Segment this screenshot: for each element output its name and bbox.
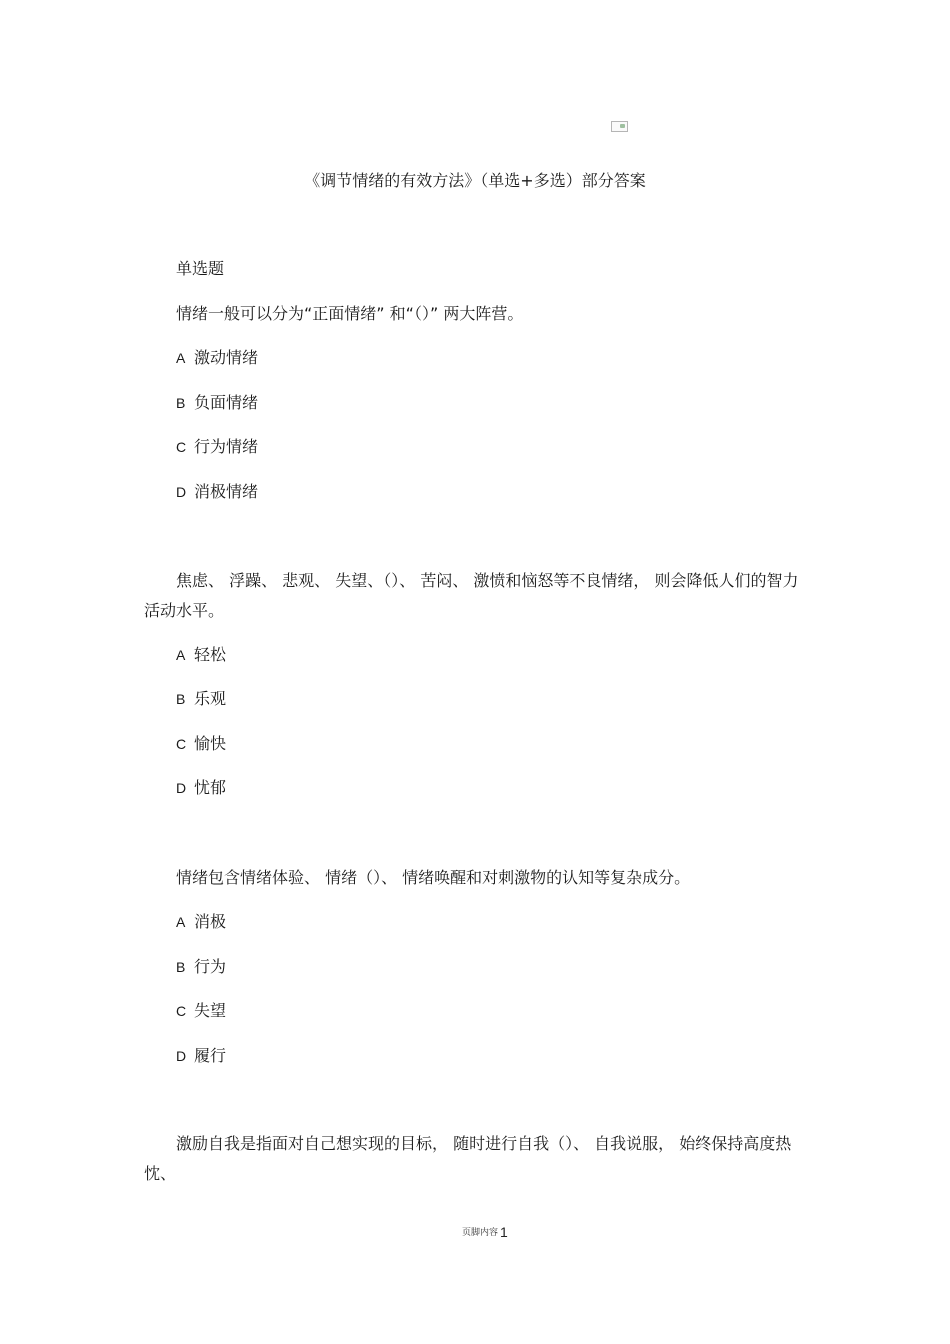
question-3-option-a <box>176 909 226 935</box>
option-text: 激动情绪 <box>194 348 259 367</box>
footer-label: 页脚内容 <box>462 1228 499 1238</box>
page-number: 1 <box>500 1224 508 1240</box>
question-2-option-a <box>176 642 226 668</box>
option-text: 忧郁 <box>194 778 227 797</box>
option-text: 消极情绪 <box>194 482 259 501</box>
option-letter: A <box>176 350 186 366</box>
option-text: 负面情绪 <box>194 393 259 412</box>
section-label: 单选题 <box>176 259 225 278</box>
question-1-option-d <box>176 479 258 505</box>
question-3-text: 情绪包含情绪体验、 情绪（）、 情绪唤醒和对刺激物的认知等复杂成分。 <box>176 868 691 887</box>
option-text: 失望 <box>194 1001 227 1020</box>
option-text: 轻松 <box>194 645 227 664</box>
question-3-option-d <box>176 1043 226 1069</box>
option-letter: D <box>176 1048 187 1064</box>
option-text: 履行 <box>194 1046 227 1065</box>
option-letter: B <box>176 959 186 975</box>
option-text: 愉快 <box>194 734 227 753</box>
option-text: 行为 <box>194 957 227 976</box>
question-1-option-a <box>176 345 258 371</box>
question-2-option-d <box>176 775 226 801</box>
document-title: 《调节情绪的有效方法》（单选+多选）部分答案 <box>304 171 646 190</box>
question-2-option-b <box>176 686 226 712</box>
option-letter: C <box>176 736 187 752</box>
option-letter: B <box>176 691 186 707</box>
option-letter: C <box>176 439 187 455</box>
option-text: 消极 <box>194 912 227 931</box>
option-text: 乐观 <box>194 689 227 708</box>
option-letter: C <box>176 1003 187 1019</box>
question-2-option-c <box>176 731 226 757</box>
question-3-option-c <box>176 998 226 1024</box>
question-4-text: 激励自我是指面对自己想实现的目标， 随时进行自我（）、 自我说服， 始终保持高度热忱、 <box>144 1134 792 1183</box>
question-1-text: 情绪一般可以分为“正面情绪” 和“（）” 两大阵营。 <box>176 304 524 323</box>
option-letter: D <box>176 484 187 500</box>
option-letter: A <box>176 914 186 930</box>
option-letter: A <box>176 647 186 663</box>
option-text: 行为情绪 <box>194 437 259 456</box>
broken-image-icon <box>611 121 628 132</box>
question-1-option-c <box>176 434 258 460</box>
option-letter: B <box>176 395 186 411</box>
question-2-text: 焦虑、 浮躁、 悲观、 失望、（）、 苦闷、 激愤和恼怒等不良情绪， 则会降低人们的智力活动水平。 <box>144 571 799 620</box>
question-3-option-b <box>176 954 226 980</box>
option-letter: D <box>176 780 187 796</box>
question-1-option-b <box>176 390 258 416</box>
